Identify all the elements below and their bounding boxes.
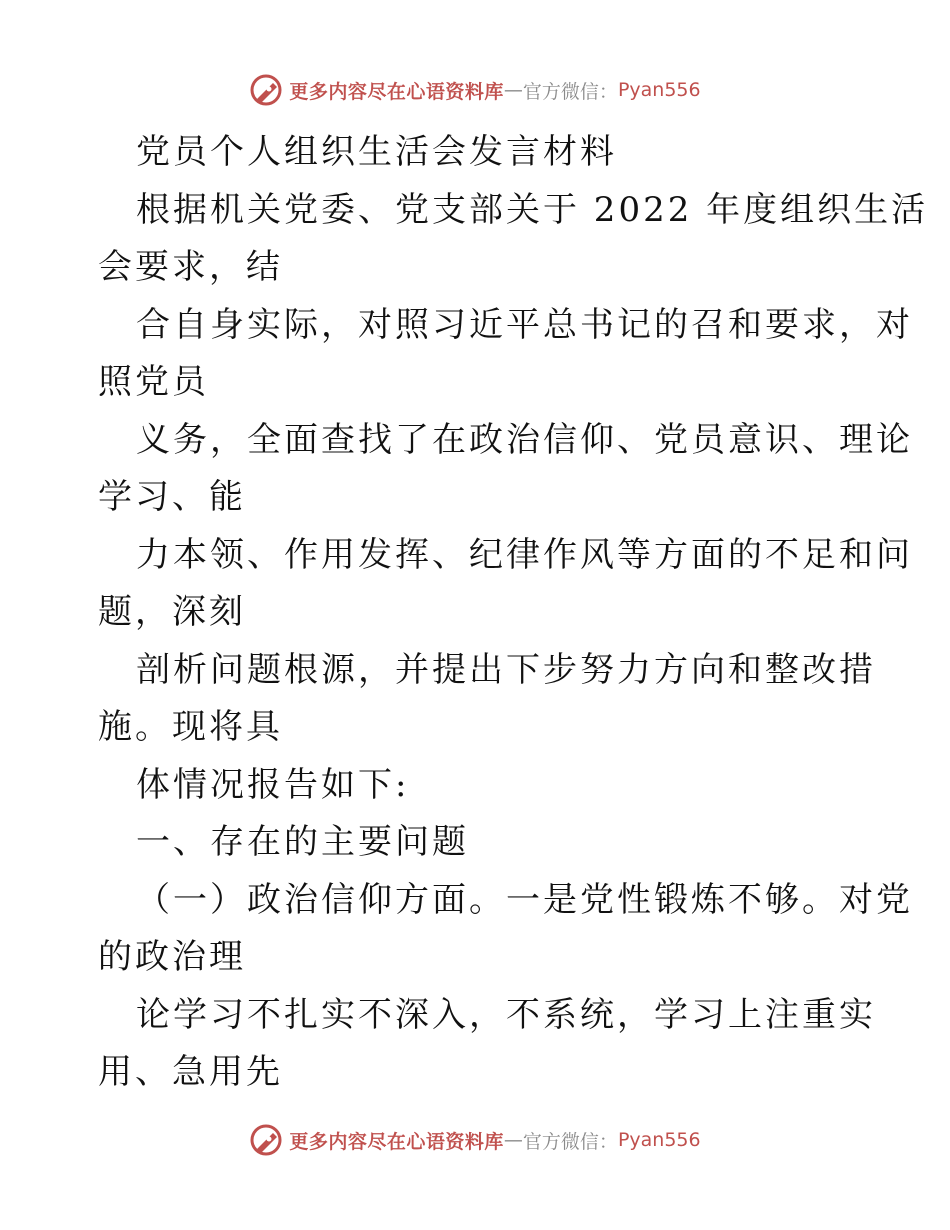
- section-heading: 一、存在的主要问题: [136, 822, 469, 862]
- paragraph-line: （一）政治信仰方面。一是党性锻炼不够。对党: [136, 879, 913, 920]
- watermark-dash: —: [503, 79, 523, 101]
- watermark-wechat-id: Pyan556: [617, 1129, 701, 1151]
- paragraph-line: 施。现将具: [98, 707, 283, 747]
- paragraph-line: 的政治理: [98, 937, 246, 977]
- paragraph-line: 用、急用先: [98, 1052, 283, 1092]
- paragraph-line: 照党员: [98, 362, 209, 402]
- watermark-wechat-id: Pyan556: [617, 79, 701, 101]
- watermark-dash: —: [503, 1129, 523, 1151]
- paragraph-line: 义务，全面查找了在政治信仰、党员意识、理论: [136, 419, 913, 460]
- paragraph-line: 合自身实际，对照习近平总书记的召和要求，对: [136, 304, 913, 345]
- watermark-official-text: 官方微信：: [522, 1130, 618, 1153]
- footer-watermark: [0, 1120, 950, 1160]
- paragraph-line: 力本领、作用发挥、纪律作风等方面的不足和问: [136, 534, 913, 575]
- paragraph-line: 体情况报告如下:: [136, 764, 410, 805]
- header-watermark: [0, 70, 950, 110]
- pen-logo-icon: [249, 1123, 283, 1157]
- paragraph-line: 会要求，结: [98, 247, 283, 287]
- document-title: 党员个人组织生活会发言材料: [136, 132, 617, 172]
- watermark-official-text: 官方微信：: [522, 80, 618, 103]
- pen-logo-icon: [249, 73, 283, 107]
- paragraph-line: 学习、能: [98, 477, 246, 517]
- paragraph-line: 题，深刻: [98, 592, 246, 632]
- paragraph-line: 根据机关党委、党支部关于 2022 年度组织生活: [136, 189, 929, 230]
- paragraph-line: 剖析问题根源，并提出下步努力方向和整改措: [136, 649, 876, 690]
- document-body: [98, 124, 929, 1102]
- watermark-brand-text: 更多内容尽在心语资料库: [289, 1130, 504, 1153]
- paragraph-line: 论学习不扎实不深入，不系统，学习上注重实: [136, 994, 876, 1035]
- watermark-brand-text: 更多内容尽在心语资料库: [289, 80, 504, 103]
